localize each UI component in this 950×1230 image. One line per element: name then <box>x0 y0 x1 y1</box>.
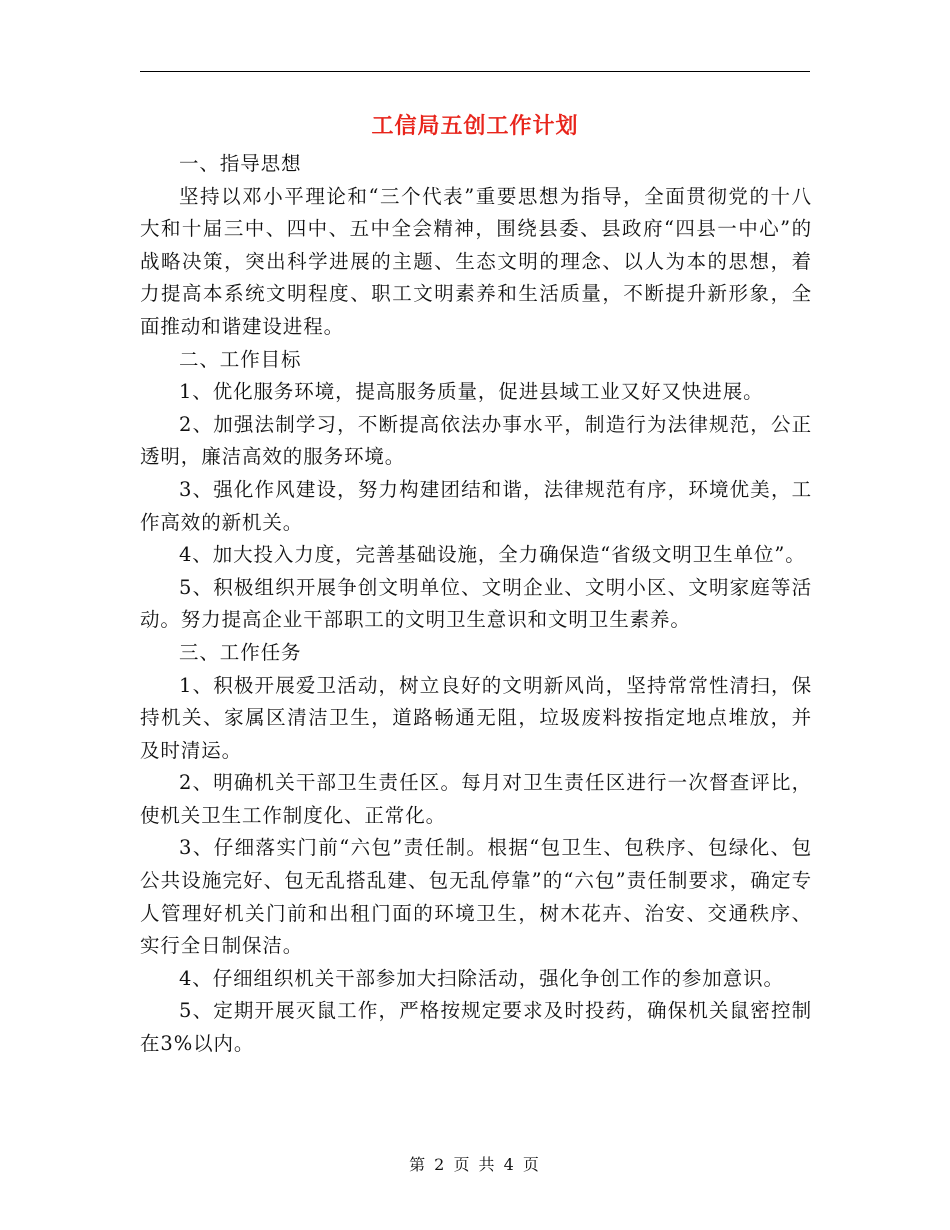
header-rule <box>140 71 810 72</box>
section-heading-guiding-ideology: 一、指导思想 <box>179 152 302 175</box>
document-body <box>140 148 812 1061</box>
task-item-5: 5、定期开展灭鼠工作，严格按规定要求及时投药，确保机关鼠密控制在3%以内。 <box>140 999 812 1056</box>
task-item-2: 2、明确机关干部卫生责任区。每月对卫生责任区进行一次督查评比，使机关卫生工作制度化、正常化。 <box>140 771 812 827</box>
section-heading-work-tasks: 三、工作任务 <box>179 640 302 664</box>
section-heading-work-goals: 二、工作目标 <box>179 347 302 371</box>
paragraph-guiding-ideology: 坚持以邓小平理论和“三个代表”重要思想为指导，全面贯彻党的十八大和十届三中、四中、五中全会精神，围绕县委、县政府“四县一中心”的战略决策，突出科学进展的主题、生态文明的理念、以人为本的思想，着力提高本系统文明程度、职工文明素养和生活质量，不断提升新形象，全面推动和谐建设进程。 <box>140 184 812 338</box>
document-title: 工信局五创工作计划 <box>371 113 579 139</box>
goal-item-1: 1、优化服务环境，提高服务质量，促进县域工业又好又快进展。 <box>179 380 764 404</box>
goal-item-2: 2、加强法制学习，不断提高依法办事水平，制造行为法律规范，公正透明，廉洁高效的服务环境。 <box>140 412 812 469</box>
goal-item-5: 5、积极组织开展争创文明单位、文明企业、文明小区、文明家庭等活动。努力提高企业干部职工的文明卫生意识和文明卫生素养。 <box>140 575 812 632</box>
task-item-3: 3、仔细落实门前“六包”责任制。根据“包卫生、包秩序、包绿化、包公共设施完好、包无乱搭乱建、包无乱停靠”的“六包”责任制要求，确定专人管理好机关门前和出租门面的环境卫生，树木花卉、治安、交通秩序、实行全日制保洁。 <box>140 836 812 958</box>
goal-item-3: 3、强化作风建设，努力构建团结和谐，法律规范有序，环境优美，工作高效的新机关。 <box>140 477 812 534</box>
task-item-4: 4、仔细组织机关干部参加大扫除活动，强化争创工作的参加意识。 <box>179 966 784 990</box>
task-item-1: 1、积极开展爱卫活动，树立良好的文明新风尚，坚持常常性清扫，保持机关、家属区清洁卫生，道路畅通无阻，垃圾废料按指定地点堆放，并及时清运。 <box>140 673 812 762</box>
page-number-footer: 第 2 页 共 4 页 <box>409 1155 541 1174</box>
goal-item-4: 4、加大投入力度，完善基础设施，全力确保造“省级文明卫生单位”。 <box>179 543 806 567</box>
